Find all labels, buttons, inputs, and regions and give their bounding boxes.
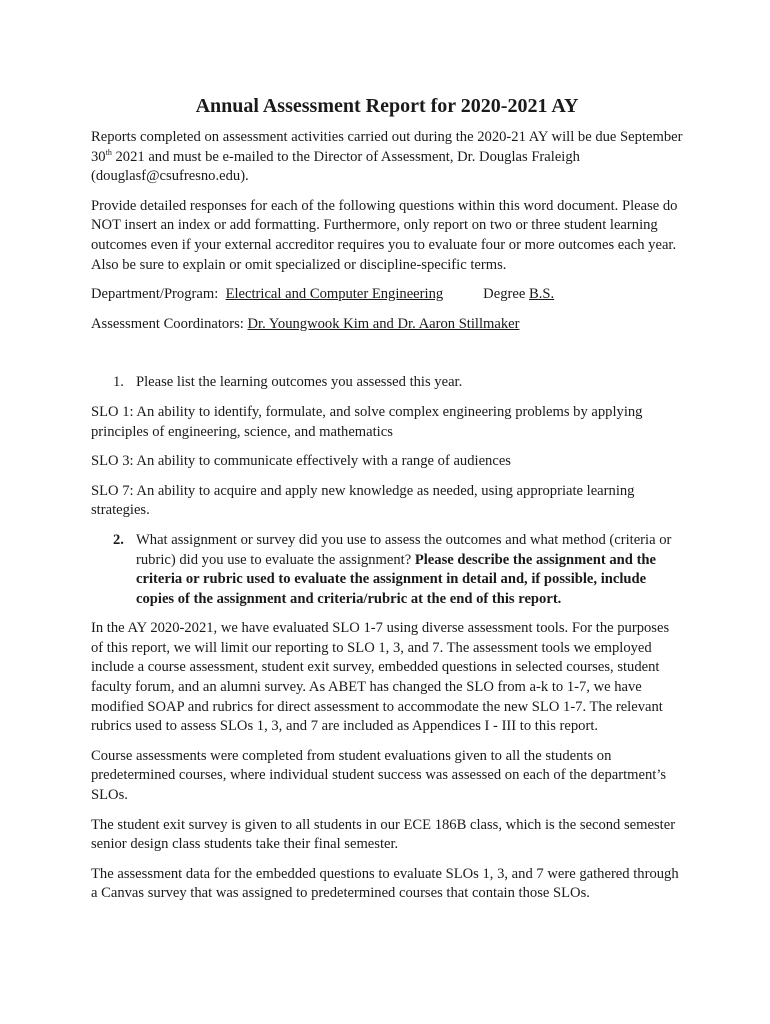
question-2-text: What assignment or survey did you use to assess the outcomes and what method (criteria or rubric) did you use to evaluate the assignment? (136, 531, 672, 568)
department-value: Electrical and Computer Engineering (225, 286, 444, 303)
slo-3: SLO 3: An ability to communicate effectively with a range of audiences (91, 453, 511, 470)
question-2-number: 2. (113, 531, 124, 548)
department-label: Department/Program: (91, 286, 219, 303)
answer-paragraph-3: The student exit survey is given to all students in our ECE 186B class, which is the second semester senior design class students take their final semester. (91, 816, 676, 853)
coordinators-row (91, 315, 683, 335)
slo-1: SLO 1: An ability to identify, formulate, and solve complex engineering problems by applying principles of engineering, science, and mathematics (91, 403, 643, 440)
instructions-paragraph: Provide detailed responses for each of the following questions within this word document. Please do NOT insert an index or add formatting. Furthermore, only report on two or three student learning outcomes even if your external accreditor requires you to evaluate four or more outcomes each year. Also be sure to explain or omit specialized or discipline-specific terms. (91, 197, 678, 273)
answer-paragraph-4: The assessment data for the embedded questions to evaluate SLOs 1, 3, and 7 were gathered through a Canvas survey that was assigned to predetermined courses that contain those SLOs. (91, 865, 679, 902)
slo-7: SLO 7: An ability to acquire and apply new knowledge as needed, using appropriate learning strategies. (91, 482, 635, 519)
page-title: Annual Assessment Report for 2020-2021 AY (195, 95, 579, 117)
question-2-bold-text: Please describe the assignment and the criteria or rubric used to evaluate the assignment in detail and, if possible, include copies of the assignment and criteria/rubric at the end of this report. (136, 551, 657, 607)
coordinators-value: Dr. Youngwook Kim and Dr. Aaron Stillmaker (247, 315, 520, 332)
question-2 (91, 531, 683, 609)
intro-paragraph (91, 128, 683, 187)
degree-label: Degree (483, 286, 526, 303)
intro-superscript: th (105, 147, 112, 157)
spacer (91, 344, 683, 373)
answer-paragraph-2: Course assessments were completed from student evaluations given to all the students on predetermined courses, where individual student success was assessed on each of the department’s SLOs. (91, 747, 667, 804)
intro-text-2: 2021 and must be e-mailed to the Director of Assessment, Dr. Douglas Fraleigh (douglasf@csufresno.edu). (91, 148, 580, 185)
answer-paragraph-1: In the AY 2020-2021, we have evaluated SLO 1-7 using diverse assessment tools. For the purposes of this report, we will limit our reporting to SLO 1, 3, and 7. The assessment tools we employed include a course assessment, student exit survey, embedded questions in selected courses, student faculty forum, and an alumni survey. As ABET has changed the SLO from a-k to 1-7, we have modified SOAP and rubrics for direct assessment to accommodate the new SLO 1-7. The relevant rubrics used to assess SLOs 1, 3, and 7 are included as Appendices I - III to this report. (91, 620, 670, 735)
question-1-number: 1. (113, 374, 124, 391)
intro-text-1: Reports completed on assessment activities carried out during the 2020-21 AY will be due September 30 (91, 129, 683, 165)
degree-value: B.S. (528, 286, 555, 303)
question-1-text: Please list the learning outcomes you assessed this year. (136, 374, 463, 391)
question-1 (91, 373, 683, 393)
coordinators-label: Assessment Coordinators: (91, 315, 244, 332)
department-row (91, 285, 683, 305)
document-body (91, 93, 683, 914)
